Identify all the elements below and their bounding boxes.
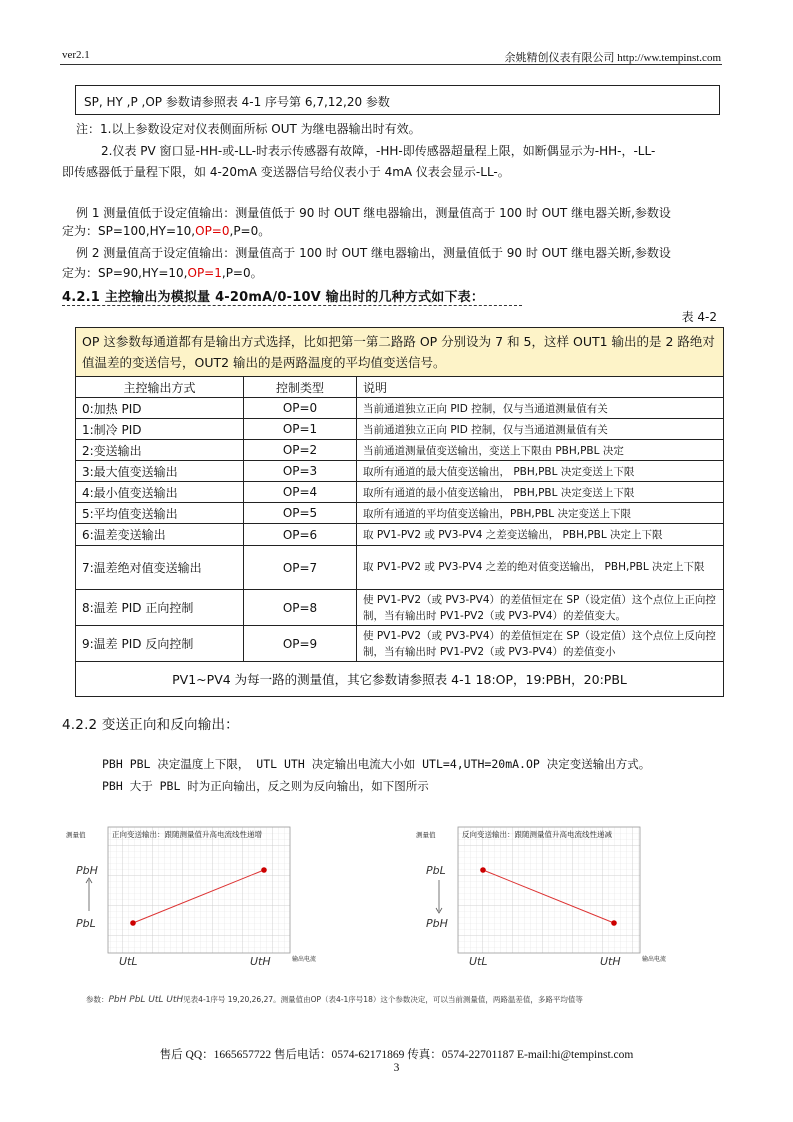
row-type: OP=6 [244,524,357,546]
x-tick-label: UtL [119,955,138,968]
table-row [76,503,724,524]
version-label: ver2.1 [62,49,90,61]
example-2-prefix: 定为：SP=90,HY=10, [62,266,188,280]
example-2-line-1: 例 2 测量值高于设定值输出：测量值高于 100 时 OUT 继电器输出，测量值低于 90 时 OUT 继电器关断,参数设 [76,246,671,260]
x-axis-label: 输出电流 [292,956,317,963]
x-axis-label: 输出电流 [642,956,667,963]
row-type: OP=3 [244,461,357,482]
row-mode: 8:温差 PID 正向控制 [76,590,244,626]
x-tick-label: UtH [600,955,621,968]
example-2-suffix: ,P=0。 [221,266,263,280]
row-desc: 取 PV1-PV2 或 PV3-PV4 之差的绝对值变送输出， PBH,PBL 决定上下限 [357,546,724,590]
row-type: OP=8 [244,590,357,626]
chart-caption-prefix: 参数： [86,995,109,1004]
page-number: 3 [393,1062,400,1074]
row-type: OP=7 [244,546,357,590]
y-axis-label: 测量值 [416,831,436,839]
table-row [76,590,724,626]
table-header-row [76,377,724,398]
row-mode: 3:最大值变送输出 [76,461,244,482]
example-2-line-2 [62,265,263,281]
table-row [76,482,724,503]
table-row [76,440,724,461]
row-type: OP=5 [244,503,357,524]
chart-caption-rest: 见表4-1序号 19,20,26,27。测量值由OP（表4-1序号18）这个参数决定，可以当前测量值，两路温差值，多路平均值等 [183,995,583,1004]
row-desc: 取所有通道的平均值变送输出，PBH,PBL 决定变送上下限 [357,503,724,524]
table-header-mode: 主控输出方式 [76,377,244,398]
para-line-2: PBH 大于 PBL 时为正向输出，反之则为反向输出，如下图所示 [102,779,429,793]
x-tick-label: UtH [250,955,271,968]
row-mode: 5:平均值变送输出 [76,503,244,524]
table-header-type: 控制类型 [244,377,357,398]
section-4-2-1-heading: 4.2.1 主控输出为模拟量 4-20mA/0-10V 输出时的几种方式如下表： [62,286,522,306]
row-desc: 取 PV1-PV2 或 PV3-PV4 之差变送输出， PBH,PBL 决定上下限 [357,524,724,546]
example-1-suffix: ,P=0。 [229,224,271,238]
company-name: 余姚精创仪表有限公司 [504,52,615,64]
forward-output-chart [66,827,316,968]
chart-title: 正向变送输出：跟随测量值升高电流线性递增 [112,830,262,839]
table-row [76,419,724,440]
row-mode: 9:温差 PID 反向控制 [76,626,244,662]
row-mode: 6:温差变送输出 [76,524,244,546]
note-line-2: 2.仪表 PV 窗口显-HH-或-LL-时表示传感器有故障，-HH-即传感器超量程上限，如断偶显示为-HH-，-LL- [101,144,656,158]
chart-caption-params: PbH PbL UtL UtH [108,995,184,1005]
table-row [76,461,724,482]
chart-caption [86,994,583,1005]
x-tick-label: UtL [469,955,488,968]
data-point [130,920,136,926]
table-row [76,524,724,546]
contact-footer: 售后 QQ：1665657722 售后电话：0574-62171869 传真：0574-22701187 E-mail:hi@tempinst.com [159,1049,634,1061]
note-line-1: 注：1.以上参数设定对仪表侧面所标 OUT 为继电器输出时有效。 [76,122,421,136]
row-desc: 当前通道独立正向 PID 控制，仅与当通道测量值有关 [357,419,724,440]
company-header [504,49,721,65]
y-tick-label: PbH [426,917,448,930]
chart-grid [108,827,290,953]
table-label: 表 4-2 [681,310,717,324]
example-1-prefix: 定为：SP=100,HY=10, [62,224,196,238]
section-4-2-2-heading: 4.2.2 变送正向和反向输出： [62,717,239,733]
row-type: OP=9 [244,626,357,662]
row-mode: 7:温差绝对值变送输出 [76,546,244,590]
table-header-desc: 说明 [357,377,724,398]
row-type: OP=1 [244,419,357,440]
data-point [480,867,486,873]
reverse-output-chart [416,827,666,968]
row-desc: 使 PV1-PV2（或 PV3-PV4）的差值恒定在 SP（设定值）这个点位上反向控制，当有输出时 PV1-PV2（或 PV3-PV4）的差值变小 [357,626,724,662]
y-tick-label: PbL [426,864,446,877]
transmitter-charts [62,815,742,975]
row-mode: 0:加热 PID [76,398,244,419]
chart-title: 反向变送输出：跟随测量值升高电流线性递减 [462,830,612,839]
table-row [76,546,724,590]
row-desc: 当前通道独立正向 PID 控制，仅与当通道测量值有关 [357,398,724,419]
y-tick-label: PbH [76,864,98,877]
row-desc: 取所有通道的最小值变送输出， PBH,PBL 决定变送上下限 [357,482,724,503]
row-type: OP=0 [244,398,357,419]
row-type: OP=2 [244,440,357,461]
row-desc: 当前通道测量值变送输出，变送上下限由 PBH,PBL 决定 [357,440,724,461]
header-divider [60,64,722,65]
note-line-3: 即传感器低于量程下限，如 4-20mA 变送器信号给仪表小于 4mA 仪表会显示-LL-。 [62,165,510,179]
example-1-op: OP=0 [195,224,230,238]
row-mode: 4:最小值变送输出 [76,482,244,503]
output-mode-table [75,327,724,697]
y-tick-label: PbL [76,917,96,930]
data-point [611,920,617,926]
row-type: OP=4 [244,482,357,503]
row-desc: 使 PV1-PV2（或 PV3-PV4）的差值恒定在 SP（设定值）这个点位上正向控制，当有输出时 PV1-PV2（或 PV3-PV4）的差值变大。 [357,590,724,626]
example-1-line-2 [62,223,270,239]
example-1-line-1: 例 1 测量值低于设定值输出：测量值低于 90 时 OUT 继电器输出，测量值高于 100 时 OUT 继电器关断,参数设 [76,206,671,220]
table-footer: PV1~PV4 为每一路的测量值，其它参数请参照表 4-1 18:OP，19:PBH，20:PBL [76,662,724,697]
table-row [76,626,724,662]
company-url: http://ww.tempinst.com [617,52,721,64]
example-2-op: OP=1 [187,266,222,280]
y-axis-label: 测量值 [66,831,86,839]
data-point [261,867,267,873]
row-desc: 取所有通道的最大值变送输出， PBH,PBL 决定变送上下限 [357,461,724,482]
parameter-reference-box: SP, HY ,P ,OP 参数请参照表 4-1 序号第 6,7,12,20 参数 [75,85,720,115]
para-line-1: PBH PBL 决定温度上下限， UTL UTH 决定输出电流大小如 UTL=4,UTH=20mA.OP 决定变送输出方式。 [102,757,651,771]
row-mode: 1:制冷 PID [76,419,244,440]
chart-grid [458,827,640,953]
table-note: OP 这参数每通道都有是输出方式选择，比如把第一第二路路 OP 分别设为 7 和 5，这样 OUT1 输出的是 2 路绝对值温差的变送信号，OUT2 输出的是两路温度的平均值变送信号。 [76,328,724,377]
row-mode: 2:变送输出 [76,440,244,461]
table-row [76,398,724,419]
